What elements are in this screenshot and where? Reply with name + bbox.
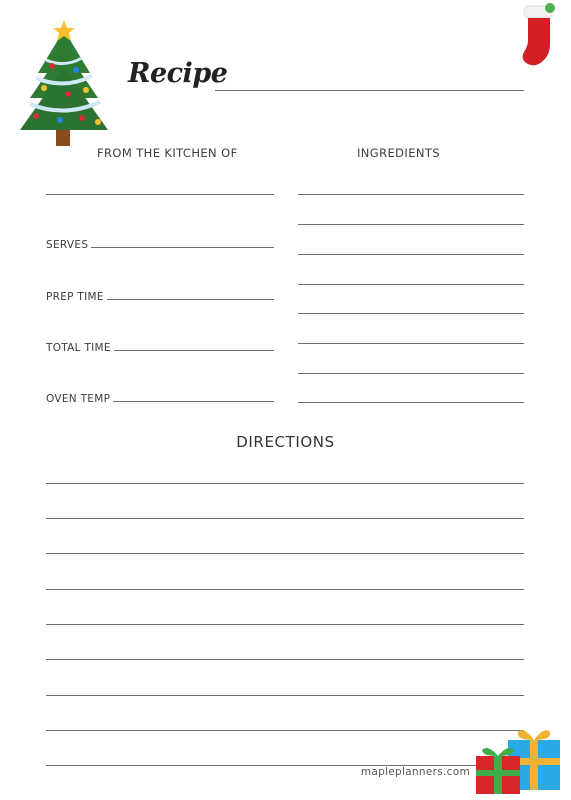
kitchen-line[interactable] <box>46 194 274 195</box>
ingredient-line[interactable] <box>298 343 524 344</box>
direction-line[interactable] <box>46 695 524 696</box>
ingredient-line[interactable] <box>298 284 524 285</box>
serves-field[interactable] <box>46 237 274 251</box>
prep-time-label: PREP TIME <box>46 291 104 303</box>
ingredient-line[interactable] <box>298 373 524 374</box>
total-time-line[interactable] <box>114 350 274 351</box>
prep-time-line[interactable] <box>107 299 274 300</box>
ingredient-line[interactable] <box>298 194 524 195</box>
direction-line[interactable] <box>46 730 524 731</box>
ingredient-line[interactable] <box>298 224 524 225</box>
direction-line[interactable] <box>46 659 524 660</box>
direction-line[interactable] <box>46 624 524 625</box>
christmas-tree-icon <box>16 18 112 148</box>
direction-line[interactable] <box>46 589 524 590</box>
oven-temp-field[interactable] <box>46 391 274 405</box>
oven-temp-label: OVEN TEMP <box>46 393 111 405</box>
direction-line[interactable] <box>46 553 524 554</box>
gift-boxes-icon <box>474 724 566 796</box>
total-time-label: TOTAL TIME <box>46 342 111 354</box>
directions-title: DIRECTIONS <box>236 433 335 451</box>
total-time-field[interactable] <box>46 340 274 354</box>
ingredient-line[interactable] <box>298 254 524 255</box>
ingredient-line[interactable] <box>298 313 524 314</box>
title-line[interactable] <box>215 90 524 91</box>
serves-line[interactable] <box>91 247 274 248</box>
page-title: Recipe <box>128 58 228 89</box>
from-kitchen-label: FROM THE KITCHEN OF <box>97 146 238 160</box>
serves-label: SERVES <box>46 239 89 251</box>
direction-line[interactable] <box>46 483 524 484</box>
prep-time-field[interactable] <box>46 289 274 303</box>
ingredients-label: INGREDIENTS <box>357 146 441 160</box>
stocking-icon <box>516 2 560 72</box>
footer-site: mapleplanners.com <box>360 766 470 778</box>
direction-line[interactable] <box>46 518 524 519</box>
ingredient-line[interactable] <box>298 402 524 403</box>
oven-temp-line[interactable] <box>113 401 274 402</box>
